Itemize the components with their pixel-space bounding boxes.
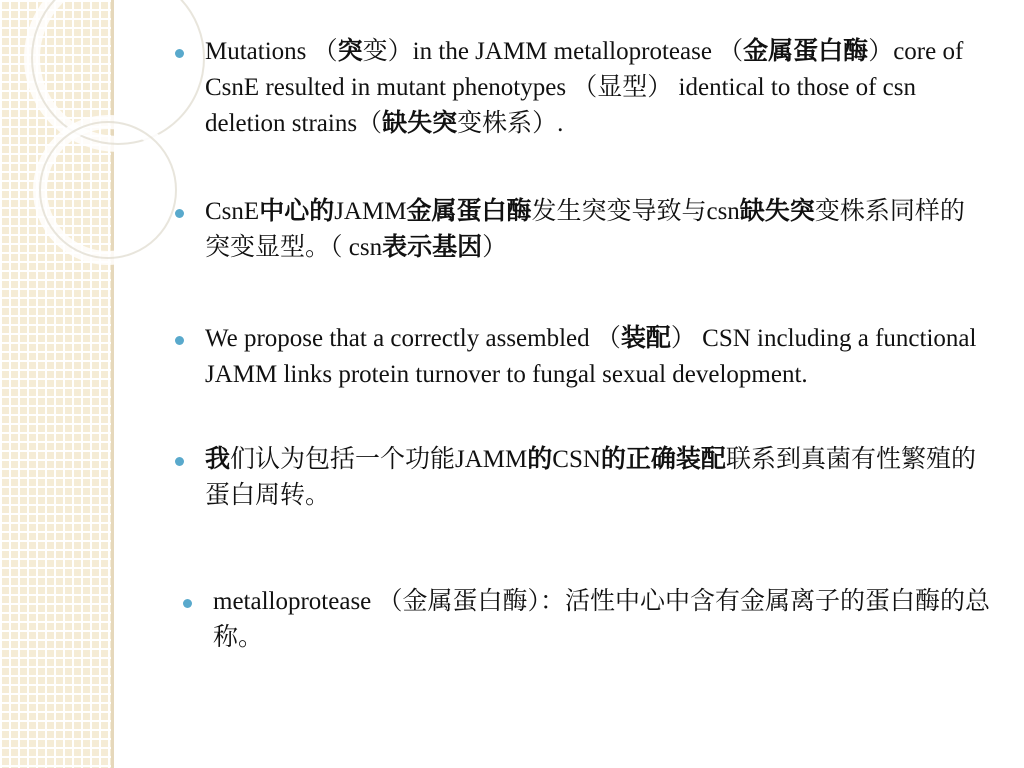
text-run: 变株系同样的突变显型。（ csn	[205, 198, 965, 261]
bullet-text	[175, 34, 985, 142]
bold-run: 金属蛋白酶	[406, 198, 532, 225]
bullet-dot	[183, 599, 192, 608]
bullet-text	[183, 584, 993, 656]
bold-run: 缺失突	[739, 198, 815, 225]
text-run: ）core of CsnE resulted in mutant phenotypes （显型） identical to those of csn deletion strains（	[205, 38, 964, 137]
bullet-dot	[175, 457, 184, 466]
text-run: ）	[482, 234, 508, 261]
text-run: 变）in the JAMM metalloprotease （	[362, 38, 744, 65]
bullet-proposal-zh	[175, 442, 985, 514]
bold-run: 我	[205, 446, 231, 473]
bold-run: 的正确装配	[600, 446, 726, 473]
bold-run: 突	[337, 38, 363, 65]
bold-run: 的	[527, 446, 553, 473]
bullet-mutations-en	[175, 34, 985, 142]
text-run: 变株系）.	[457, 110, 564, 137]
bold-run: 装配	[620, 325, 671, 352]
bullet-mutations-zh	[175, 194, 985, 266]
bold-run: 金属蛋白酶	[743, 38, 869, 65]
text-run: 们认为包括一个功能JAMM	[230, 446, 528, 473]
bullet-definition	[183, 584, 993, 656]
text-run: 发生突变导致与csn	[531, 198, 740, 225]
bold-run: 缺失突	[382, 110, 458, 137]
text-run: metalloprotease （金属蛋白酶）：活性中心中含有金属离子的蛋白酶的总称。	[213, 588, 991, 651]
text-run: CsnE	[205, 198, 260, 225]
text-run: We propose that a correctly assembled （	[205, 325, 621, 352]
text-run: 联系到真菌有性繁殖的蛋白周转。	[205, 446, 976, 509]
bullet-dot	[175, 336, 184, 345]
bullet-dot	[175, 49, 184, 58]
bold-run: 中心的	[259, 198, 335, 225]
text-run: Mutations （	[205, 38, 338, 65]
bullet-text	[175, 442, 985, 514]
text-run: ） CSN including a functional JAMM links protein turnover to fungal sexual development.	[205, 325, 977, 388]
bullet-dot	[175, 209, 184, 218]
bold-run: 表示基因	[382, 234, 483, 261]
bullet-text	[175, 194, 985, 266]
text-run: CSN	[552, 446, 601, 473]
text-run: JAMM	[334, 198, 407, 225]
bullet-proposal-en	[175, 321, 985, 393]
bullet-text	[175, 321, 985, 393]
